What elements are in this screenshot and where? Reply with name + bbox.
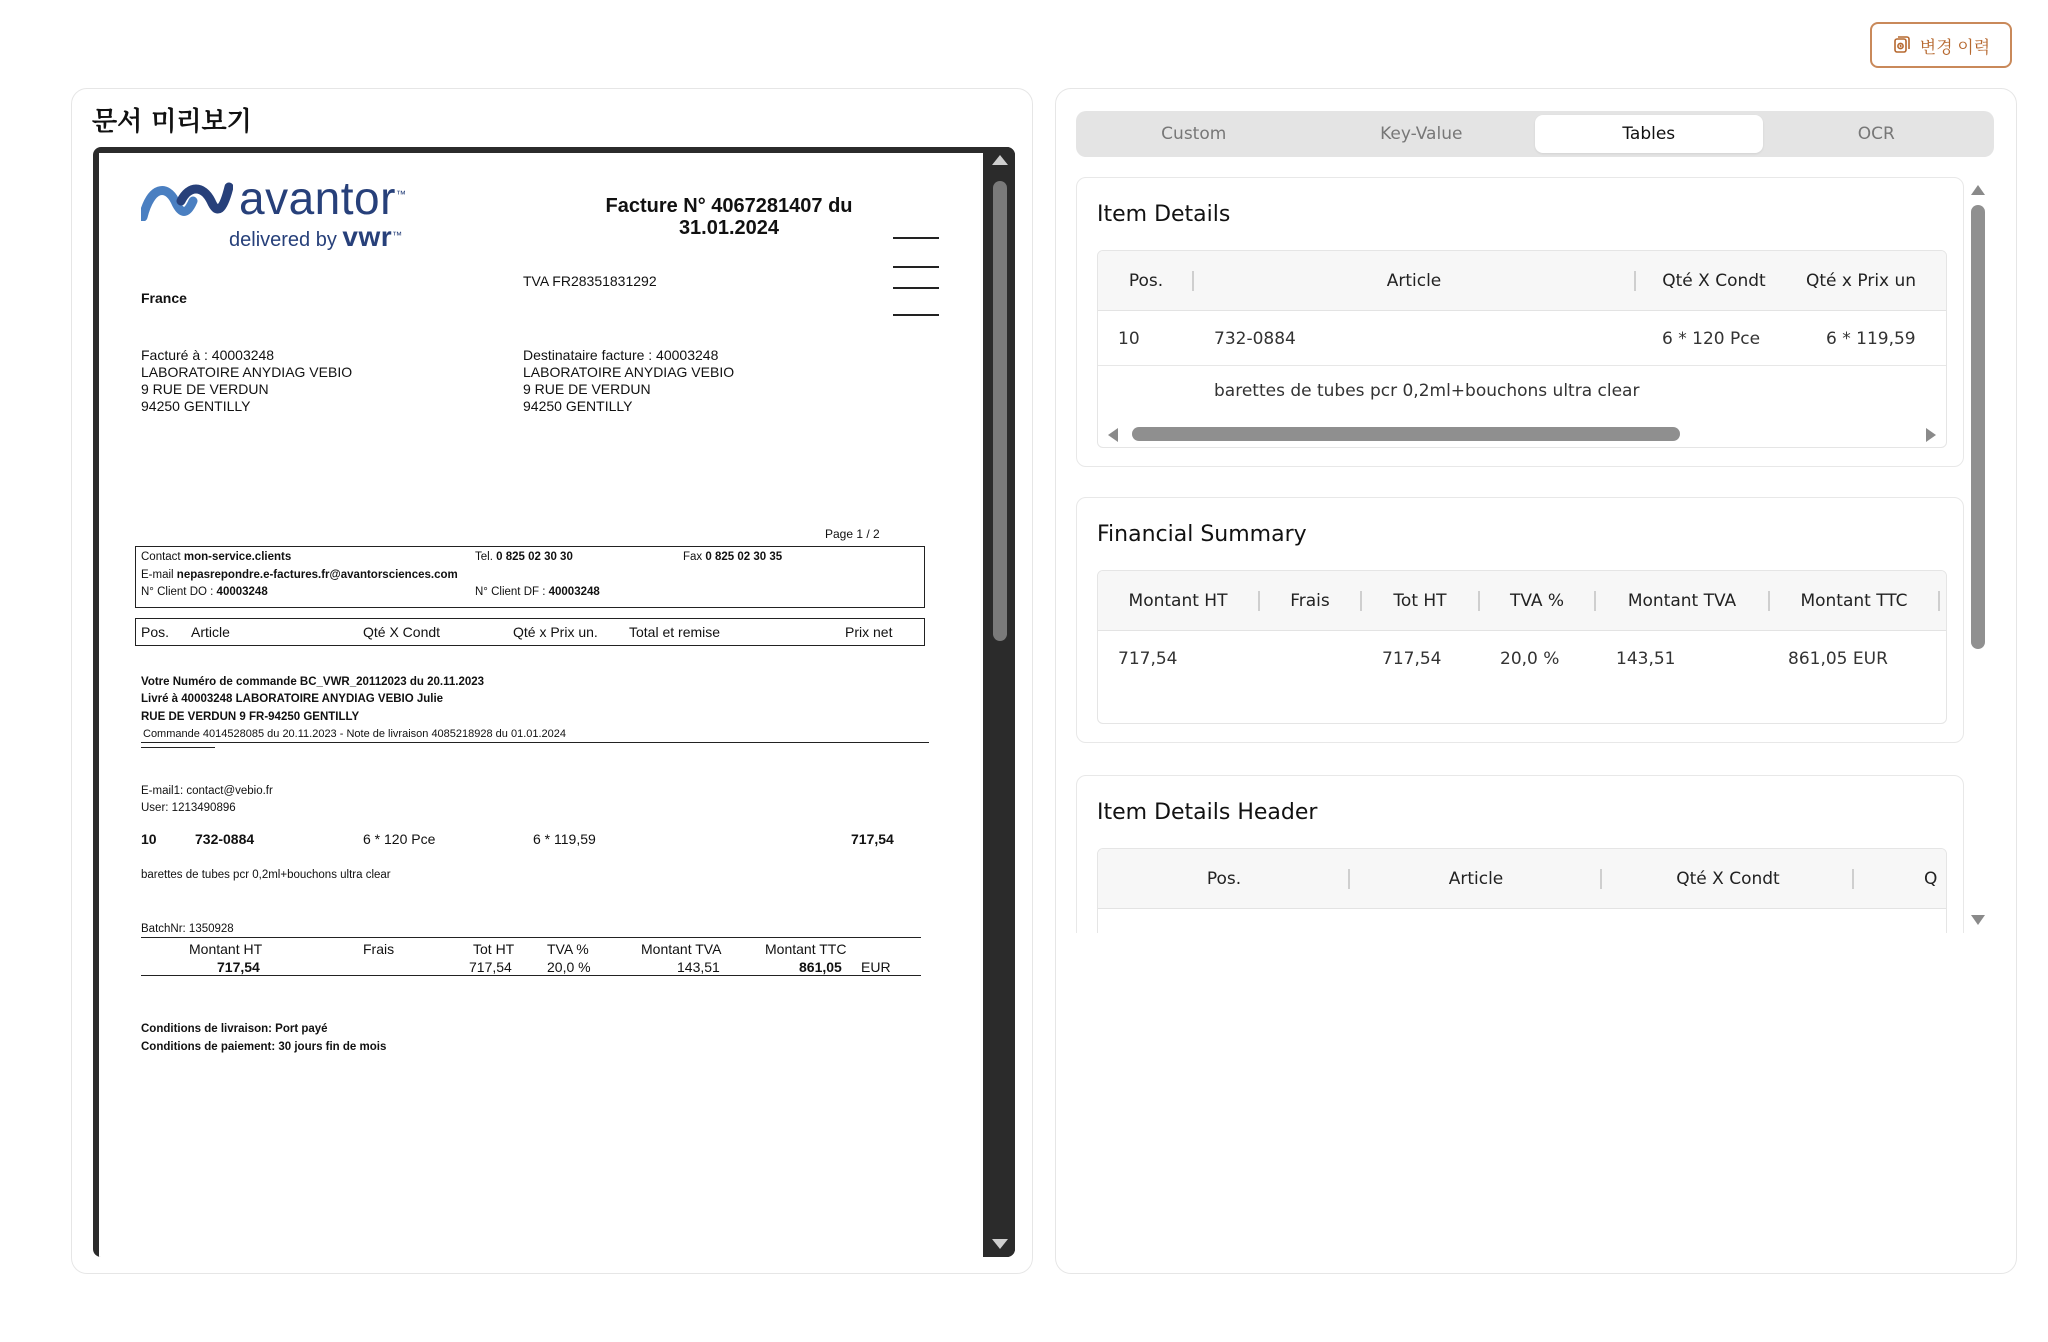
table-cell: 143,51 [1616, 649, 1676, 669]
table-cell: 717,54 [1382, 649, 1442, 669]
preview-panel [71, 88, 1033, 1274]
history-button[interactable] [1870, 22, 2012, 68]
tables-list[interactable] [1076, 177, 1994, 933]
column-resizer[interactable] [1938, 591, 1940, 611]
table-cell: barettes de tubes pcr 0,2ml+bouchons ultra clear [1214, 381, 1640, 401]
avantor-logo-icon [141, 181, 233, 221]
scroll-left-icon[interactable] [1108, 428, 1118, 442]
col-prix-net: Prix net [845, 624, 893, 640]
sum-value: 861,05 [799, 959, 842, 975]
table-cell: 861,05 EUR [1788, 649, 1888, 669]
card-title: Item Details Header [1097, 800, 1318, 825]
table-cell: 6 * 119,59 [1826, 329, 1916, 349]
column-resizer[interactable] [1852, 869, 1854, 889]
viewer-scrollbar[interactable] [985, 147, 1015, 1257]
delivery-conditions: Conditions de livraison: Port payé [141, 1023, 328, 1035]
recipient-block: Destinataire facture : 40003248 LABORATOIRE ANYDIAG VEBIO 9 RUE DE VERDUN 94250 GENTILLY [523, 347, 735, 414]
table-header [1098, 251, 1946, 311]
table-cell: 717,54 [1118, 649, 1178, 669]
col-pos: Pos. [141, 624, 170, 640]
document-viewer[interactable] [93, 147, 1015, 1257]
column-header[interactable]: Montant TVA [1627, 591, 1737, 611]
order-line: Livré à 40003248 LABORATOIRE ANYDIAG VEBIO Julie [141, 693, 444, 705]
column-header[interactable]: Article [1448, 869, 1504, 889]
scroll-right-icon[interactable] [1926, 428, 1936, 442]
item-pos: 10 [141, 831, 157, 847]
scroll-down-icon[interactable] [992, 1239, 1008, 1249]
column-header[interactable]: Montant TTC [1800, 591, 1908, 611]
column-header[interactable]: Frais [1290, 591, 1330, 611]
table-cell: 10 [1118, 329, 1140, 349]
scroll-thumb[interactable] [993, 181, 1007, 641]
divider [1098, 365, 1946, 366]
scroll-up-icon[interactable] [1971, 185, 1985, 195]
item-prix-net: 717,54 [851, 831, 894, 847]
tab-key-value[interactable]: Key-Value [1380, 124, 1463, 144]
table-cell: 732-0884 [1214, 329, 1296, 349]
logo-subtitle: delivered by vwr™ [229, 221, 403, 252]
logo-wordmark: avantor™ [239, 172, 407, 224]
billed-to-block: Facturé à : 40003248 LABORATOIRE ANYDIAG VEBIO 9 RUE DE VERDUN 94250 GENTILLY [141, 347, 353, 414]
divider [893, 314, 939, 316]
column-header[interactable]: Pos. [1128, 271, 1164, 291]
col-qte: Qté X Condt [363, 624, 441, 640]
col-total: Total et remise [629, 624, 721, 640]
item-description: barettes de tubes pcr 0,2ml+bouchons ultra clear [141, 869, 391, 881]
column-header[interactable]: TVA % [1509, 591, 1565, 611]
divider [141, 747, 215, 748]
column-header[interactable]: Qté X Condt [1662, 271, 1766, 291]
results-panel [1055, 88, 2017, 1274]
column-header[interactable]: Q [1924, 869, 1938, 889]
horizontal-scrollbar[interactable] [1098, 423, 1946, 445]
order-line: RUE DE VERDUN 9 FR-94250 GENTILLY [141, 711, 360, 723]
preview-title: 문서 미리보기 [92, 107, 252, 137]
card-title: Financial Summary [1097, 522, 1307, 547]
sum-value: 717,54 [469, 959, 512, 975]
financial-summary-table [1097, 570, 1947, 724]
divider [893, 287, 939, 289]
tab-ocr[interactable]: OCR [1857, 124, 1895, 144]
divider [893, 266, 939, 268]
table-header [1098, 849, 1946, 909]
sum-header: Frais [363, 941, 395, 957]
divider [141, 937, 921, 938]
tab-custom[interactable]: Custom [1161, 124, 1227, 144]
divider [141, 975, 921, 976]
sum-value: 717,54 [217, 959, 260, 975]
col-prix-un: Qté x Prix un. [513, 624, 598, 640]
card-title: Item Details [1097, 202, 1231, 227]
sum-currency: EUR [861, 959, 891, 975]
table-cell: 6 * 120 Pce [1662, 329, 1761, 349]
sum-header: Tot HT [473, 941, 515, 957]
history-icon [1892, 36, 1910, 54]
item-details-header-table [1097, 848, 1947, 933]
item-qte: 6 * 120 Pce [363, 831, 436, 847]
page-number: Page 1 / 2 [825, 527, 880, 541]
column-header[interactable]: Pos. [1206, 869, 1242, 889]
column-header[interactable]: Article [1386, 271, 1442, 291]
cards-scrollbar[interactable] [1968, 185, 1988, 925]
sum-header: Montant HT [189, 941, 263, 957]
scroll-down-icon[interactable] [1971, 915, 1985, 925]
user-id: User: 1213490896 [141, 802, 236, 814]
col-article: Article [191, 624, 230, 640]
item-article: 732-0884 [195, 831, 255, 847]
column-header[interactable]: Tot HT [1393, 591, 1447, 611]
history-label: 변경 이력 [1919, 37, 1991, 57]
sum-header: Montant TTC [765, 941, 847, 957]
batch-number: BatchNr: 1350928 [141, 923, 234, 935]
column-header[interactable]: Montant HT [1128, 591, 1228, 611]
tab-tables[interactable]: Tables [1535, 115, 1763, 153]
table-cell: 20,0 % [1500, 649, 1560, 669]
item-prix-un: 6 * 119,59 [533, 831, 596, 847]
tva-number: TVA FR28351831292 [523, 273, 657, 289]
divider [893, 237, 939, 239]
invoice-title: Facture N° 4067281407 du 31.01.2024 [605, 195, 853, 239]
order-line: Votre Numéro de commande BC_VWR_20112023 du 20.11.2023 [141, 676, 485, 688]
scroll-up-icon[interactable] [992, 155, 1008, 165]
scroll-thumb[interactable] [1971, 205, 1985, 649]
invoice-page: avantor™ delivered by vwr™ Facture N° 4067281407 du 31.01.2024 TVA FR28351831292 France Facturé à : 40003248 LABORATOIRE ANYDIAG VEBIO 9 RUE DE VERDUN 94250 GENTILLY Destinataire facture : 40003248 LABORATOIRE ANYDIAG VEBIO 9 RUE DE VERDUN 94250 GENTILLY Page 1 / 2 Contact mon-service.clients Tel. 0 825 02 30 30 Fax 0 825 02 30 35 E-mail nepasrepondre.e-factures.fr@avantorsciences.com N° Client DO : 40003248 N° Client DF : 40003248 Pos. Article Qté X Condt Qté x Prix un. Total et remise Prix net Votre Numéro de commande BC_VWR_20112023 du 20.11.2023 Livré à 40003248 LABORATOIRE ANYDIAG VEBIO Julie RUE DE VERDUN 9 FR-94250 GENTILLY Commande 4014528085 du 20.11.2023 - Note de livraison 4085218928 du 01.01.2024 E-mail1: contact@vebio.fr User: 1213490896 10 732-0884 6 * 120 Pce 6 * 119,59 717,54 barettes de tubes pcr 0,2ml+bouchons ultra clear BatchNr: 1350928 Montant HT Frais Tot HT TVA % Montant TVA Montant TTC 717,54 717,54 20,0 % 143,51 861,05 EUR Conditions de livraison: Port payé Conditions de paiement: 30 jours fin de mois [99, 153, 983, 1257]
email1: E-mail1: contact@vebio.fr [141, 785, 273, 797]
item-details-table [1097, 250, 1947, 448]
sum-value: 143,51 [677, 959, 720, 975]
sum-value: 20,0 % [547, 959, 591, 975]
table-header [1098, 571, 1946, 631]
scroll-thumb[interactable] [1132, 427, 1680, 441]
divider [141, 742, 929, 743]
country: France [141, 290, 187, 306]
sum-header: TVA % [547, 941, 589, 957]
column-header[interactable]: Qté X Condt [1676, 869, 1780, 889]
order-line: Commande 4014528085 du 20.11.2023 - Note de livraison 4085218928 du 01.01.2024 [143, 728, 567, 740]
result-tabs [1076, 111, 1994, 157]
item-details-header-card [1076, 775, 1964, 933]
sum-header: Montant TVA [641, 941, 722, 957]
item-details-card [1076, 177, 1964, 467]
financial-summary-card [1076, 497, 1964, 743]
column-header[interactable]: Qté x Prix un [1806, 271, 1917, 291]
payment-conditions: Conditions de paiement: 30 jours fin de mois [141, 1041, 387, 1053]
